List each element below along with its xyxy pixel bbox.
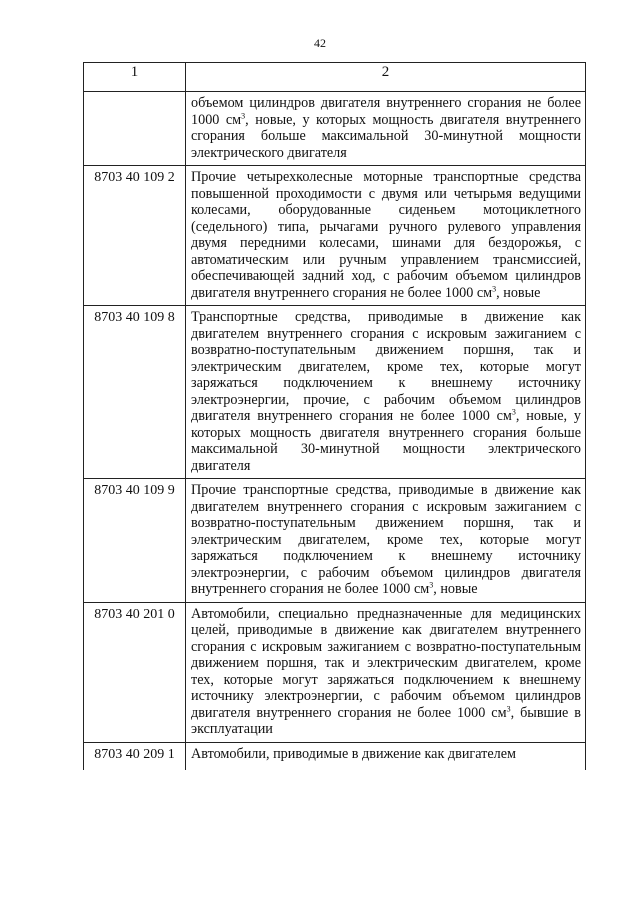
code-cell: 8703 40 109 9 <box>84 479 186 603</box>
code-cell: 8703 40 109 2 <box>84 166 186 306</box>
table-row <box>84 306 586 479</box>
description-cell: объемом цилиндров двигателя внутреннего сгорания не более 1000 $см^3$, новые, у которых мощность двигателя внутреннего сгорания больше максимальной 30-минутной мощности электрического двигателя <box>186 92 586 166</box>
code-cell: 8703 40 209 1 <box>84 742 186 770</box>
table-header-row <box>84 63 586 92</box>
description-cell: Автомобили, приводимые в движение как двигателем <box>186 742 586 770</box>
column-header-1: 1 <box>84 63 186 92</box>
table-row <box>84 166 586 306</box>
description-cell: Транспортные средства, приводимые в движение как двигателем внутреннего сгорания с искровым зажиганием с возвратно-поступательным движением поршня, так и электрическим двигателем, кроме тех, которые могут заряжаться подключением к внешнему источнику электроэнергии, прочие, с рабочим объемом цилиндров двигателя внутреннего сгорания не более 1000 $см^3$, новые, у которых мощность двигателя внутреннего сгорания больше максимальной 30-минутной мощности электрического двигателя <box>186 306 586 479</box>
description-cell: Автомобили, специально предназначенные для медицинских целей, приводимые в движение как двигателем внутреннего сгорания с искровым зажиганием с возвратно-поступательным движением поршня, так и электрическим двигателем, кроме тех, которые могут заряжаться подключением к внешнему источнику электроэнергии, с рабочим объемом цилиндров двигателя внутреннего сгорания не более 1000 $см^3$, бывшие в эксплуатации <box>186 602 586 742</box>
table-row <box>84 742 586 770</box>
description-cell: Прочие транспортные средства, приводимые в движение как двигателем внутреннего сгорания с искровым зажиганием с возвратно-поступательным движением поршня, так и электрическим двигателем, кроме тех, которые могут заряжаться подключением к внешнему источнику электроэнергии, с рабочим объемом цилиндров двигателя внутреннего сгорания не более 1000 $см^3$, новые <box>186 479 586 603</box>
code-cell: 8703 40 109 8 <box>84 306 186 479</box>
code-cell: 8703 40 201 0 <box>84 602 186 742</box>
page-number: 42 <box>314 36 326 50</box>
tariff-table <box>83 62 586 770</box>
table-row <box>84 92 586 166</box>
description-cell: Прочие четырехколесные моторные транспортные средства повышенной проходимости с двумя или четырьмя ведущими колесами, оборудованные сиденьем мотоциклетного (седельного) типа, рычагами ручного рулевого управления двумя передними колесами, шинами для бездорожья, с автоматическим или ручным управлением трансмиссией, обеспечивающей задний ход, с рабочим объемом цилиндров двигателя внутреннего сгорания не более 1000 $см^3$, новые <box>186 166 586 306</box>
table-row <box>84 602 586 742</box>
column-header-2: 2 <box>186 63 586 92</box>
table-row <box>84 479 586 603</box>
code-cell <box>84 92 186 166</box>
